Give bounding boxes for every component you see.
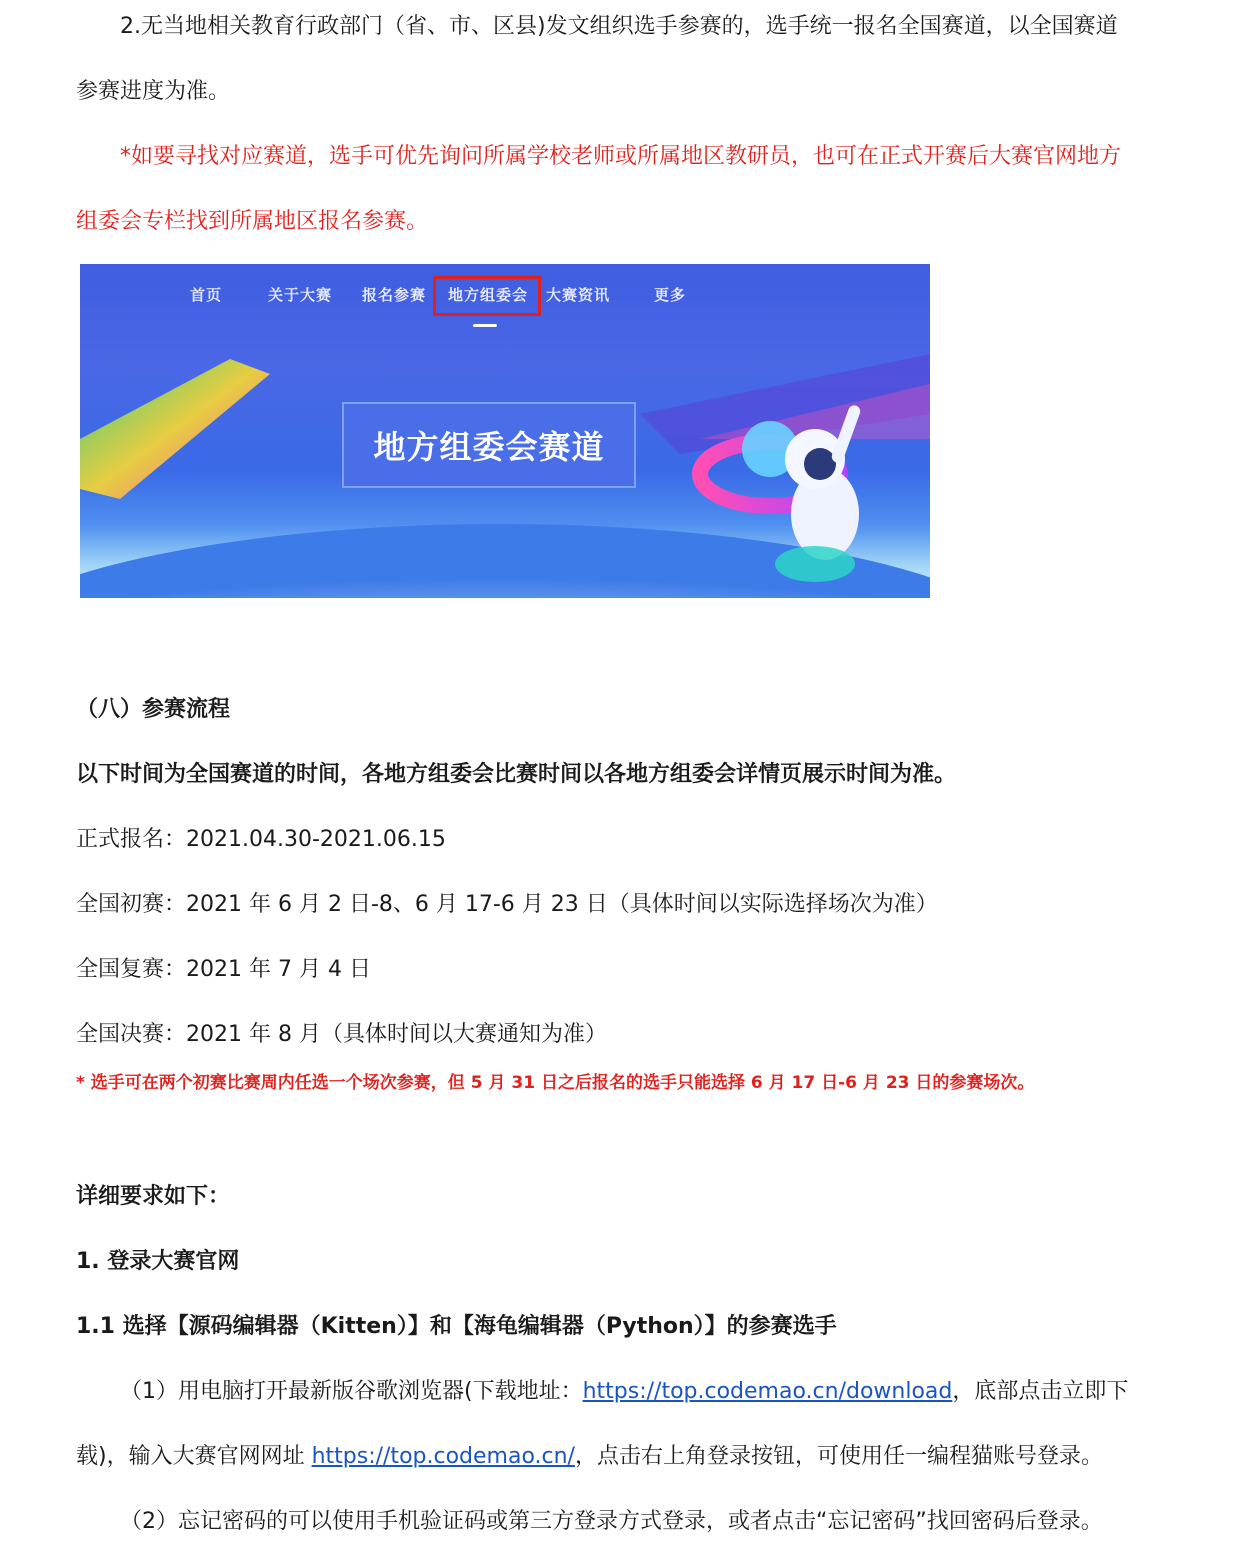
instruction-text: （1）用电脑打开最新版谷歌浏览器(下载地址： [120, 1379, 583, 1404]
step-subheading: 1.1 选择【源码编辑器（Kitten）】和【海龟编辑器（Python）】的参赛选手 [76, 1314, 837, 1339]
nav-more: 更多 [654, 286, 687, 304]
nav-about: 关于大赛 [268, 286, 333, 304]
instruction-text: 载)，输入大赛官网网址 [76, 1444, 312, 1469]
instruction-line [120, 1377, 1128, 1407]
step-heading: 1. 登录大赛官网 [76, 1249, 240, 1274]
nav-news: 大赛资讯 [546, 286, 611, 304]
schedule-item: 全国复赛：2021 年 7 月 4 日 [76, 957, 371, 982]
official-site-link[interactable]: https://top.codemao.cn/ [311, 1444, 575, 1469]
active-underline [473, 324, 497, 327]
paragraph-line: 2.无当地相关教育行政部门（省、市、区县)发文组织选手参赛的，选手统一报名全国赛道，以全国赛道 [120, 14, 1118, 39]
section-intro: 以下时间为全国赛道的时间，各地方组委会比赛时间以各地方组委会详情页展示时间为准。 [76, 762, 957, 787]
download-link[interactable]: https://top.codemao.cn/download [582, 1379, 953, 1404]
schedule-item: 全国初赛：2021 年 6 月 2 日-8、6 月 17-6 月 23 日（具体时间以实际选择场次为准） [76, 892, 938, 917]
instruction-text: ，点击右上角登录按钮，可使用任一编程猫账号登录。 [574, 1444, 1103, 1469]
instruction-line: （2）忘记密码的可以使用手机验证码或第三方登录方式登录，或者点击“忘记密码”找回密码后登录。 [120, 1509, 1103, 1534]
website-screenshot [80, 264, 930, 598]
section-heading: （八）参赛流程 [76, 697, 231, 722]
schedule-item: 正式报名：2021.04.30-2021.06.15 [76, 827, 446, 852]
nav-home: 首页 [190, 286, 223, 304]
red-note-line: *如要寻找对应赛道，选手可优先询问所属学校老师或所属地区教研员，也可在正式开赛后大赛官网地方 [120, 144, 1122, 169]
schedule-note: * 选手可在两个初赛比赛周内任选一个场次参赛，但 5 月 31 日之后报名的选手只能选择 6 月 17 日-6 月 23 日的参赛场次。 [76, 1073, 1035, 1093]
details-heading: 详细要求如下： [76, 1184, 231, 1209]
red-note-line: 组委会专栏找到所属地区报名参赛。 [76, 209, 429, 234]
schedule-item: 全国决赛：2021 年 8 月（具体时间以大赛通知为准） [76, 1022, 607, 1047]
banner-title: 地方组委会赛道 [342, 402, 636, 488]
nav-register: 报名参赛 [362, 286, 427, 304]
nav-local-committee: 地方组委会 [448, 286, 529, 304]
instruction-text: ，底部点击立即下 [952, 1379, 1129, 1404]
instruction-line [76, 1442, 1103, 1472]
site-nav [80, 264, 930, 328]
paragraph-line: 参赛进度为准。 [76, 79, 231, 104]
highlight-box [433, 276, 541, 316]
